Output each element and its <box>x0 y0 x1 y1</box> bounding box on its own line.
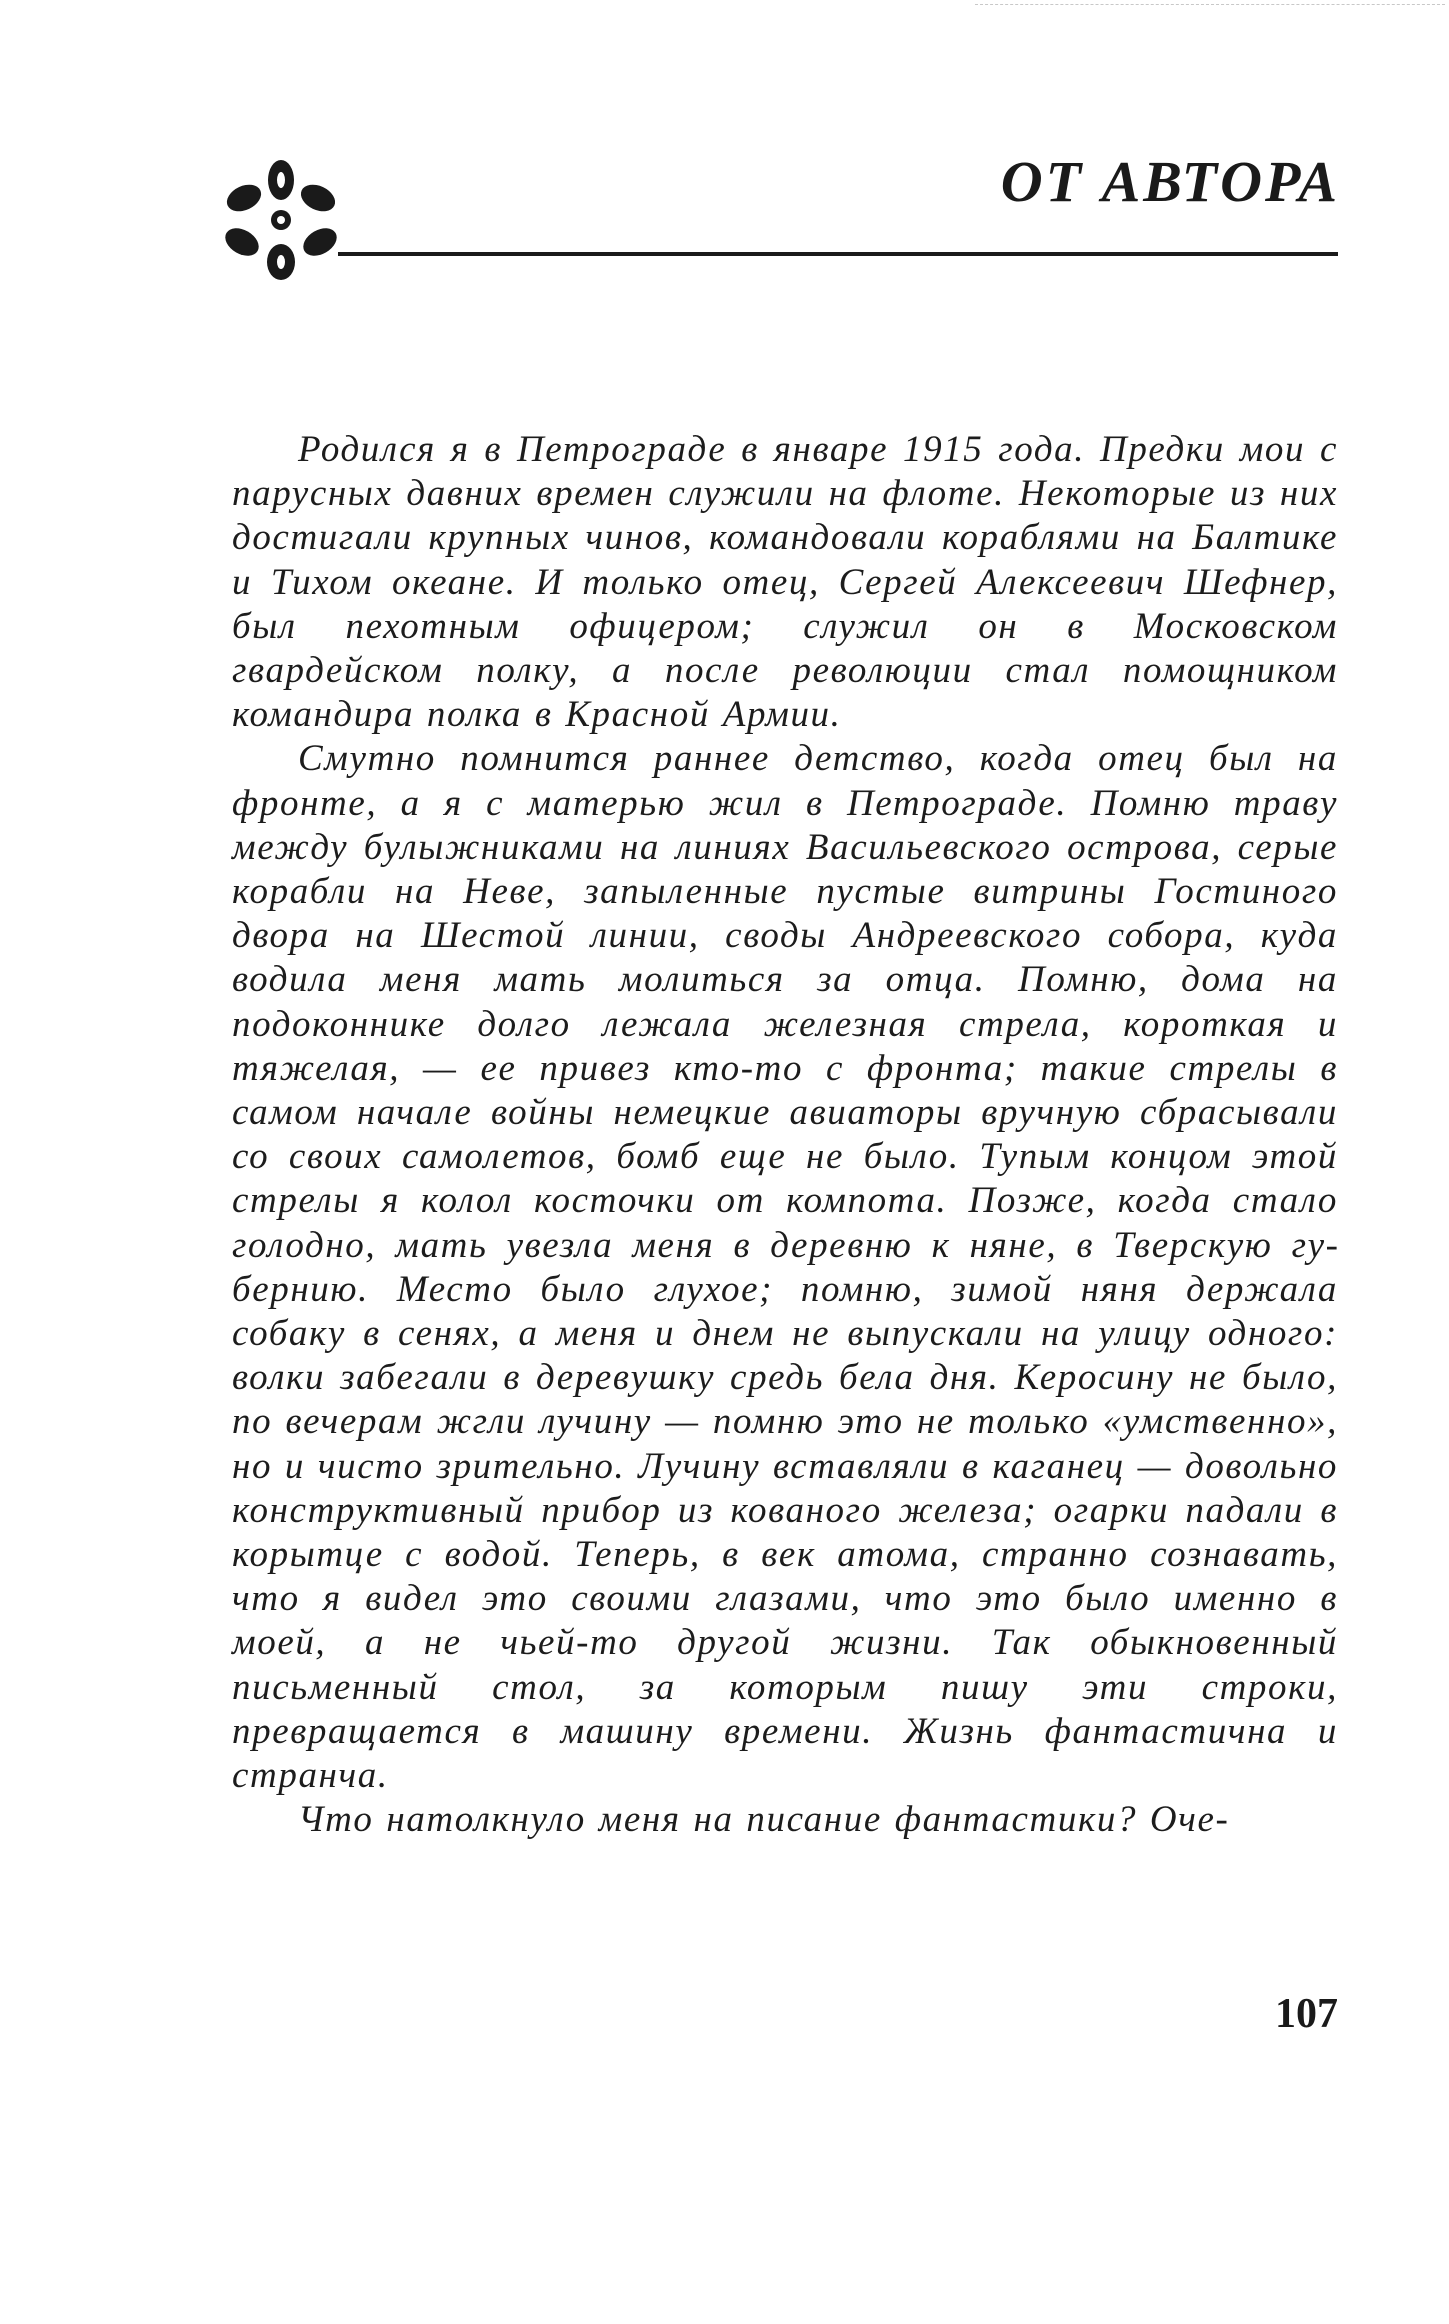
flower-ornament-icon <box>222 158 340 282</box>
paragraph-3: Что натолкнуло меня на писание фантастики? Оче- <box>298 1799 1230 1841</box>
paragraph-1: Родился я в Петрограде в январе 1915 года. Предки мои с парусных давних времен служили на флоте. Некоторые из них достигали крупных чинов, командовали кораблями на Балтике и Тихом океане. И только отец, Сергей Алексеевич Шефнер, был пехотным офицером; служил он в Московском гвардейском полку, а после революции стал помощником командира полка в Красной Армии. <box>232 429 1338 736</box>
title-underline-rule <box>338 252 1338 256</box>
chapter-title: ОТ АВТОРА <box>1000 149 1340 214</box>
paragraph-2: Смутно помнится раннее детство, когда отец был на фронте, а я с матерью жил в Петрограде. Помню траву между булыжниками на линиях Васильевского острова, серые корабли на Неве, запыленные пустые витрины Гостиного двора на Шестой линии, своды Андреевского собора, куда водила меня мать молиться за отца. Помню, дома на подоконнике долго лежала железная стрела, короткая и тяжелая, — ее привез кто-то с фронта; такие стрелы в самом начале войны немецкие авиаторы вручную сбрасывали со своих самолетов, бомб еще не было. Тупым концом этой стрелы я колол косточки от компота. Позже, когда стало голодно, мать увезла меня в деревню к няне, в Тверскую губернию. Место было глухое; помню, зимой няня держала собаку в сенях, а меня и днем не выпускали на улицу одного: волки забегали в деревушку средь бела дня. Керосину не было, по вечерам жгли лучину — помню это не только «умственно», но и чисто зрительно. Лучину вставляли в каганец — довольно конструктивный прибор из кованого железа; огарки падали в корытце с водой. Теперь, в век атома, странно сознавать, что я видел это своими глазами, что это было именно в моей, а не чьей-то другой жизни. Так обыкновенный письменный стол, за которым пишу эти строки, превращается в машину времени. Жизнь фантастична и странча. <box>232 738 1338 1797</box>
top-edge-rule <box>975 4 1445 5</box>
body-text <box>232 428 1338 1843</box>
page-number: 107 <box>1275 1991 1338 2037</box>
